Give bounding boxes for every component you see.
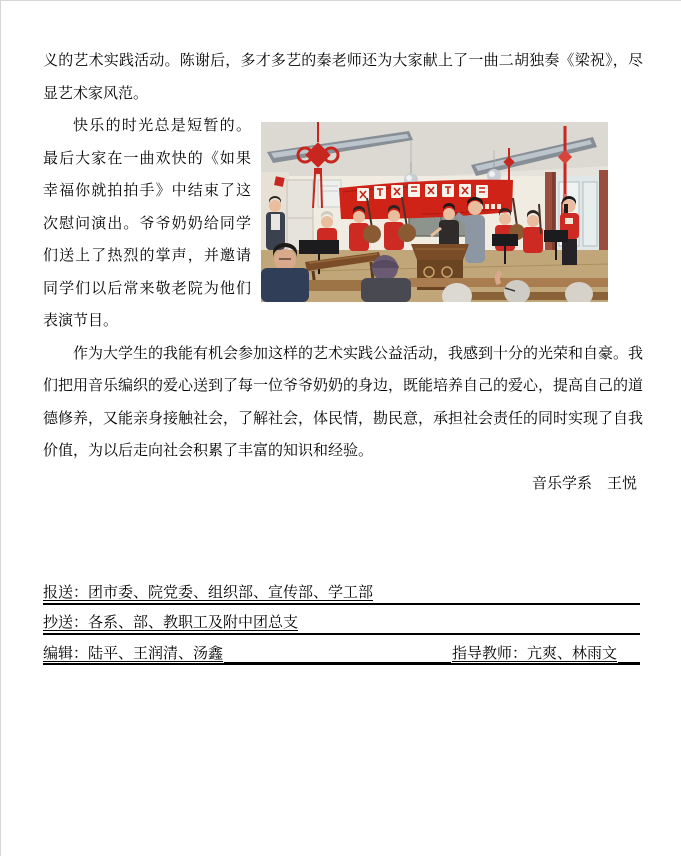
paragraph-reflection: 作为大学生的我能有机会参加这样的艺术实践公益活动，我感到十分的光荣和自豪。我们把用音乐编织的爱心送到了每一位爷爷奶奶的身边，既能培养自己的爱心，提高自己的道德修养，又能亲身接触社会，了解社会，体民情，勘民意，承担社会责任的同时实现了自我价值，为以后走向社会积累了丰富的知识和经验。 <box>43 345 644 459</box>
paragraph-with-photo <box>43 110 643 338</box>
footer-underline-end <box>618 646 640 663</box>
footer-advisors-text: 指导教师：亢爽、林雨文 <box>451 646 617 662</box>
footer-copy-text: 抄送：各系、部、教职工及附中团总支 <box>43 615 299 631</box>
footer-underline-filler <box>224 646 451 663</box>
performance-photo <box>261 122 608 302</box>
footer-report-text: 报送：团市委、院党委、组织部、宣传部、学工部 <box>43 585 374 601</box>
red-banner <box>339 180 513 219</box>
paragraph-continuation: 义的艺术实践活动。陈谢后，多才多艺的秦老师还为大家献上了一曲二胡独奏《梁祝》，尽显艺术家风范。 <box>43 53 643 102</box>
document-footer <box>43 584 640 674</box>
signature-line: 音乐学系 王悦 <box>531 475 637 492</box>
document-body <box>43 45 643 500</box>
footer-editor-row <box>43 644 640 665</box>
footer-report-row <box>43 584 640 605</box>
paragraph-happy-time: 快乐的时光总是短暂的。最后大家在一曲欢快的《如果幸福你就拍拍手》中结束了这次慰问演出。爷爷奶奶给同学们送上了热烈的掌声，并邀请同学们以后常来敬老院为他们表演节目。 <box>43 118 251 329</box>
performance-photo-graphic <box>261 122 608 302</box>
footer-editors-text: 编辑：陆平、王润清、汤鑫 <box>43 646 224 662</box>
footer-copy-row <box>43 614 640 635</box>
